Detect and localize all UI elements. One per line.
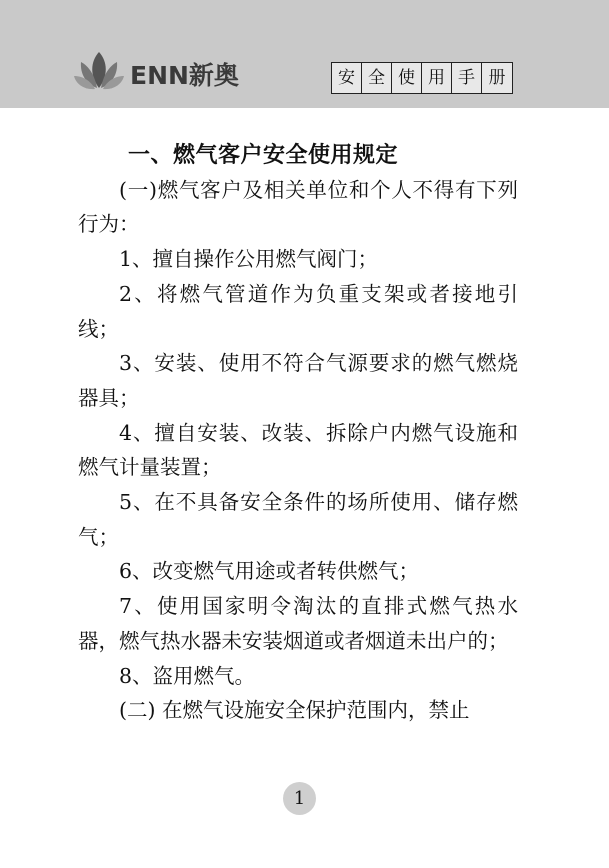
paragraph: 1、擅自操作公用燃气阀门； (119, 247, 379, 272)
paragraph: 4、擅自安装、改装、拆除户内燃气设施和燃气计量装置； (78, 420, 518, 480)
handbook-title-box (331, 62, 513, 94)
paragraph: 5、在不具备安全条件的场所使用、储存燃气； (78, 490, 518, 549)
paragraph: (二) 在燃气设施安全保护范围内，禁止 (119, 698, 470, 723)
handbook-char: 使 (392, 63, 422, 93)
brand-name: ENN新奥 (130, 61, 239, 90)
page-number: 1 (283, 782, 316, 815)
handbook-char: 手 (452, 63, 482, 93)
paragraph: 6、改变燃气用途或者转供燃气； (119, 559, 420, 584)
enn-logo (74, 48, 274, 98)
paragraph: 3、安装、使用不符合气源要求的燃气燃烧器具； (78, 351, 518, 410)
lotus-logo-icon (74, 48, 124, 94)
handbook-char: 用 (422, 63, 452, 93)
paragraph: 2、将燃气管道作为负重支架或者接地引线； (78, 281, 518, 341)
section-title: 一、燃气客户安全使用规定 (128, 142, 399, 168)
handbook-char: 全 (362, 63, 392, 93)
paragraph: 7、使用国家明令淘汰的直排式燃气热水器，燃气热水器未安装烟道或者烟道未出户的； (78, 594, 518, 653)
page-header (0, 0, 609, 108)
document-body (78, 138, 518, 728)
handbook-char: 册 (488, 68, 506, 88)
paragraph: 8、盗用燃气。 (119, 663, 256, 688)
handbook-char: 安 (332, 63, 362, 93)
paragraph: (一)燃气客户及相关单位和个人不得有下列行为： (78, 177, 518, 237)
